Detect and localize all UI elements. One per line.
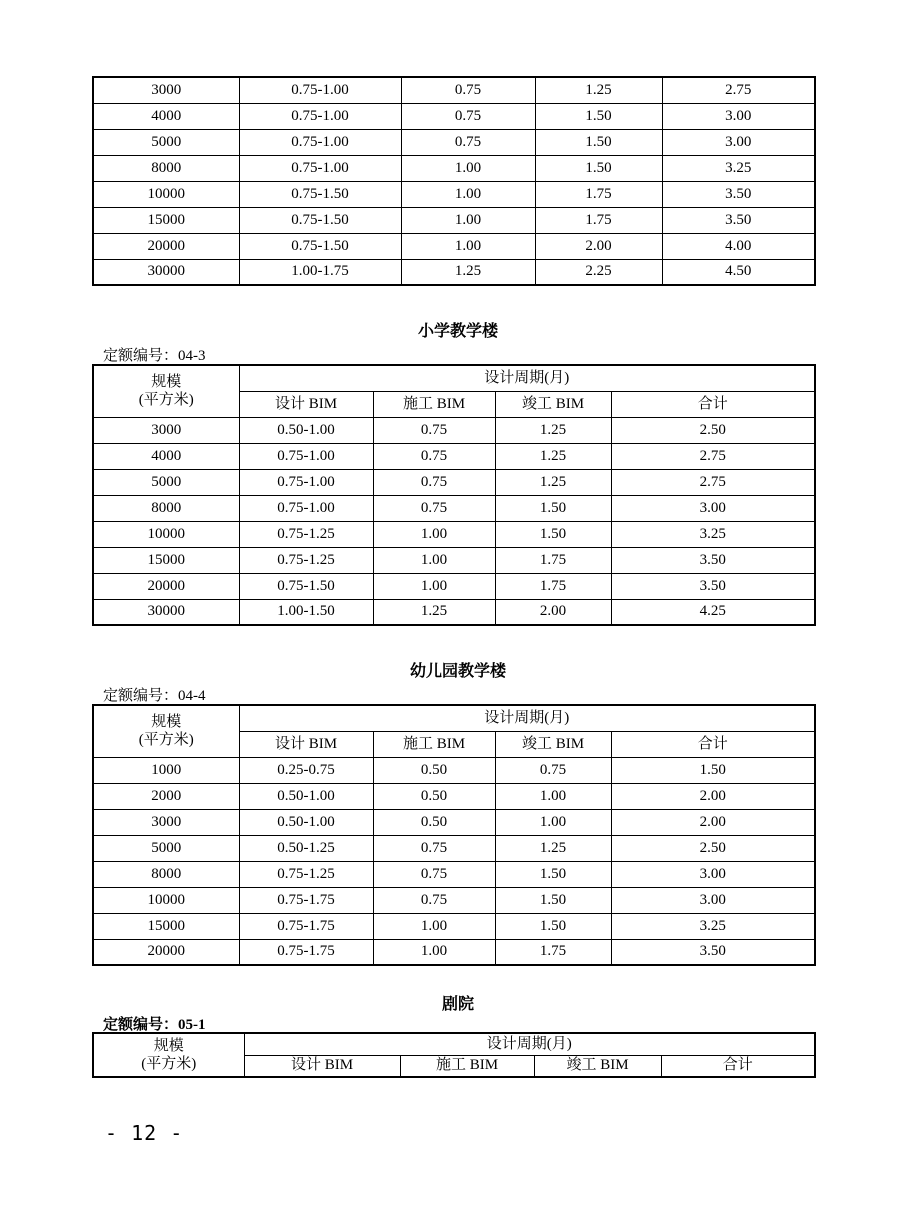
table-row (93, 417, 815, 443)
design-bim-cell: 0.75-1.00 (239, 155, 401, 181)
table-row (93, 861, 815, 887)
completion-bim-cell: 1.50 (495, 913, 611, 939)
scale-cell: 3000 (93, 417, 239, 443)
design-bim-cell: 0.50-1.00 (239, 783, 373, 809)
scale-cell: 3000 (93, 77, 239, 103)
col-total: 合计 (661, 1055, 815, 1077)
table-primary-school (92, 364, 816, 626)
table-top-body (93, 77, 815, 285)
design-bim-cell: 0.75-1.50 (239, 181, 401, 207)
completion-bim-cell: 1.50 (535, 103, 662, 129)
table-row (93, 757, 815, 783)
scale-cell: 15000 (93, 207, 239, 233)
completion-bim-cell: 1.25 (495, 835, 611, 861)
scale-cell: 1000 (93, 757, 239, 783)
scale-cell: 4000 (93, 103, 239, 129)
construction-bim-cell: 1.00 (373, 547, 495, 573)
table-row (93, 547, 815, 573)
page-number: - 12 - (105, 1121, 184, 1145)
construction-bim-cell: 0.75 (373, 443, 495, 469)
table-row (93, 181, 815, 207)
construction-bim-cell: 0.75 (373, 835, 495, 861)
quota-code-04-4: 定额编号：04-4 (103, 688, 206, 704)
total-cell: 3.00 (611, 495, 815, 521)
scale-cell: 20000 (93, 939, 239, 965)
table-theater (92, 1032, 816, 1078)
table-top-continued (92, 76, 816, 286)
total-cell: 3.25 (662, 155, 815, 181)
total-cell: 3.00 (611, 887, 815, 913)
scale-cell: 15000 (93, 547, 239, 573)
section-title-kindergarten: 幼儿园教学楼 (409, 663, 506, 680)
col-design-bim: 设计 BIM (239, 391, 373, 417)
scale-cell: 15000 (93, 913, 239, 939)
design-bim-cell: 0.75-1.00 (239, 495, 373, 521)
total-cell: 3.50 (662, 181, 815, 207)
construction-bim-cell: 1.00 (401, 181, 535, 207)
table-header-row (93, 705, 815, 731)
completion-bim-cell: 1.50 (495, 495, 611, 521)
section-title-primary-school: 小学教学楼 (417, 323, 498, 340)
section-title-theater: 剧院 (441, 996, 474, 1013)
quota-code-05-1: 定额编号：05-1 (103, 1017, 206, 1033)
construction-bim-cell: 0.75 (373, 469, 495, 495)
completion-bim-cell: 1.50 (495, 887, 611, 913)
scale-cell: 8000 (93, 861, 239, 887)
total-cell: 2.00 (611, 783, 815, 809)
design-bim-cell: 0.50-1.00 (239, 417, 373, 443)
total-cell: 3.50 (662, 207, 815, 233)
scale-cell: 8000 (93, 495, 239, 521)
total-cell: 3.50 (611, 939, 815, 965)
period-header: 设计周期(月) (239, 365, 815, 391)
construction-bim-cell: 1.00 (401, 233, 535, 259)
col-construction-bim: 施工 BIM (400, 1055, 534, 1077)
completion-bim-cell: 1.50 (495, 861, 611, 887)
scale-cell: 2000 (93, 783, 239, 809)
table-header-row (93, 1033, 815, 1055)
col-completion-bim: 竣工 BIM (534, 1055, 661, 1077)
construction-bim-cell: 0.75 (373, 861, 495, 887)
total-cell: 2.00 (611, 809, 815, 835)
scale-cell: 3000 (93, 809, 239, 835)
total-cell: 3.00 (662, 129, 815, 155)
total-cell: 2.75 (611, 443, 815, 469)
scale-cell: 5000 (93, 835, 239, 861)
total-cell: 1.50 (611, 757, 815, 783)
design-bim-cell: 0.75-1.00 (239, 103, 401, 129)
completion-bim-cell: 1.75 (535, 181, 662, 207)
table-row (93, 939, 815, 965)
completion-bim-cell: 0.75 (495, 757, 611, 783)
scale-cell: 10000 (93, 887, 239, 913)
total-cell: 3.00 (611, 861, 815, 887)
total-cell: 4.25 (611, 599, 815, 625)
completion-bim-cell: 1.25 (495, 443, 611, 469)
table-row (93, 809, 815, 835)
scale-label: 规模 (151, 373, 182, 390)
design-bim-cell: 0.75-1.75 (239, 913, 373, 939)
scale-cell: 5000 (93, 129, 239, 155)
col-total: 合计 (611, 391, 815, 417)
table-kindergarten-body (93, 757, 815, 965)
col-design-bim: 设计 BIM (239, 731, 373, 757)
completion-bim-cell: 1.00 (495, 783, 611, 809)
total-cell: 2.75 (662, 77, 815, 103)
completion-bim-cell: 2.00 (535, 233, 662, 259)
construction-bim-cell: 0.75 (401, 77, 535, 103)
construction-bim-cell: 1.25 (373, 599, 495, 625)
design-bim-cell: 0.75-1.00 (239, 129, 401, 155)
scale-cell: 4000 (93, 443, 239, 469)
total-cell: 2.50 (611, 835, 815, 861)
scale-cell: 20000 (93, 233, 239, 259)
construction-bim-cell: 1.00 (401, 207, 535, 233)
table-row (93, 887, 815, 913)
table-row (93, 573, 815, 599)
design-bim-cell: 1.00-1.75 (239, 259, 401, 285)
scale-cell: 10000 (93, 521, 239, 547)
total-cell: 3.25 (611, 521, 815, 547)
completion-bim-cell: 1.75 (495, 547, 611, 573)
table-row (93, 155, 815, 181)
completion-bim-cell: 2.25 (535, 259, 662, 285)
construction-bim-cell: 0.75 (373, 887, 495, 913)
design-bim-cell: 0.75-1.00 (239, 443, 373, 469)
completion-bim-cell: 1.00 (495, 809, 611, 835)
col-total: 合计 (611, 731, 815, 757)
scale-label: 规模 (153, 1038, 184, 1054)
design-bim-cell: 0.50-1.25 (239, 835, 373, 861)
design-bim-cell: 0.75-1.75 (239, 939, 373, 965)
table-primary-body (93, 417, 815, 625)
design-bim-cell: 0.75-1.25 (239, 547, 373, 573)
table-row (93, 495, 815, 521)
construction-bim-cell: 1.00 (373, 913, 495, 939)
scale-cell: 10000 (93, 181, 239, 207)
total-cell: 3.50 (611, 547, 815, 573)
construction-bim-cell: 0.50 (373, 809, 495, 835)
scale-header-cell (93, 365, 239, 417)
scale-unit: (平方米) (138, 392, 194, 409)
table-row (93, 207, 815, 233)
scale-cell: 8000 (93, 155, 239, 181)
design-bim-cell: 0.75-1.50 (239, 233, 401, 259)
design-bim-cell: 0.75-1.00 (239, 77, 401, 103)
scale-cell: 30000 (93, 259, 239, 285)
design-bim-cell: 0.75-1.50 (239, 573, 373, 599)
design-bim-cell: 1.00-1.50 (239, 599, 373, 625)
construction-bim-cell: 0.75 (401, 103, 535, 129)
scale-unit: (平方米) (138, 732, 194, 749)
table-row (93, 129, 815, 155)
design-bim-cell: 0.25-0.75 (239, 757, 373, 783)
table-row (93, 259, 815, 285)
total-cell: 3.50 (611, 573, 815, 599)
col-construction-bim: 施工 BIM (373, 731, 495, 757)
completion-bim-cell: 1.50 (495, 521, 611, 547)
col-completion-bim: 竣工 BIM (495, 731, 611, 757)
completion-bim-cell: 1.25 (535, 77, 662, 103)
completion-bim-cell: 1.50 (535, 155, 662, 181)
design-bim-cell: 0.75-1.00 (239, 469, 373, 495)
design-bim-cell: 0.75-1.50 (239, 207, 401, 233)
table-row (93, 443, 815, 469)
design-bim-cell: 0.75-1.25 (239, 521, 373, 547)
completion-bim-cell: 2.00 (495, 599, 611, 625)
table-row (93, 103, 815, 129)
table-row (93, 835, 815, 861)
col-design-bim: 设计 BIM (244, 1055, 400, 1077)
table-kindergarten (92, 704, 816, 966)
design-bim-cell: 0.75-1.75 (239, 887, 373, 913)
construction-bim-cell: 1.25 (401, 259, 535, 285)
table-row (93, 233, 815, 259)
completion-bim-cell: 1.75 (495, 573, 611, 599)
completion-bim-cell: 1.25 (495, 469, 611, 495)
construction-bim-cell: 1.00 (401, 155, 535, 181)
scale-cell: 20000 (93, 573, 239, 599)
total-cell: 4.00 (662, 233, 815, 259)
period-header: 设计周期(月) (239, 705, 815, 731)
scale-cell: 5000 (93, 469, 239, 495)
design-bim-cell: 0.75-1.25 (239, 861, 373, 887)
table-header-row (93, 365, 815, 391)
period-header: 设计周期(月) (244, 1033, 815, 1055)
construction-bim-cell: 1.00 (373, 573, 495, 599)
completion-bim-cell: 1.25 (495, 417, 611, 443)
col-construction-bim: 施工 BIM (373, 391, 495, 417)
total-cell: 4.50 (662, 259, 815, 285)
construction-bim-cell: 0.75 (373, 495, 495, 521)
construction-bim-cell: 1.00 (373, 939, 495, 965)
completion-bim-cell: 1.75 (495, 939, 611, 965)
table-row (93, 469, 815, 495)
design-bim-cell: 0.50-1.00 (239, 809, 373, 835)
table-row (93, 783, 815, 809)
table-row (93, 599, 815, 625)
construction-bim-cell: 0.50 (373, 783, 495, 809)
construction-bim-cell: 0.75 (373, 417, 495, 443)
scale-cell: 30000 (93, 599, 239, 625)
total-cell: 3.00 (662, 103, 815, 129)
total-cell: 3.25 (611, 913, 815, 939)
construction-bim-cell: 0.75 (401, 129, 535, 155)
completion-bim-cell: 1.50 (535, 129, 662, 155)
scale-header-cell (93, 1033, 244, 1077)
scale-label: 规模 (151, 713, 182, 730)
total-cell: 2.50 (611, 417, 815, 443)
table-row (93, 913, 815, 939)
total-cell: 2.75 (611, 469, 815, 495)
quota-code-04-3: 定额编号：04-3 (103, 348, 206, 364)
completion-bim-cell: 1.75 (535, 207, 662, 233)
scale-unit: (平方米) (141, 1056, 197, 1072)
col-completion-bim: 竣工 BIM (495, 391, 611, 417)
table-row (93, 521, 815, 547)
construction-bim-cell: 1.00 (373, 521, 495, 547)
table-row (93, 77, 815, 103)
scale-header-cell (93, 705, 239, 757)
construction-bim-cell: 0.50 (373, 757, 495, 783)
